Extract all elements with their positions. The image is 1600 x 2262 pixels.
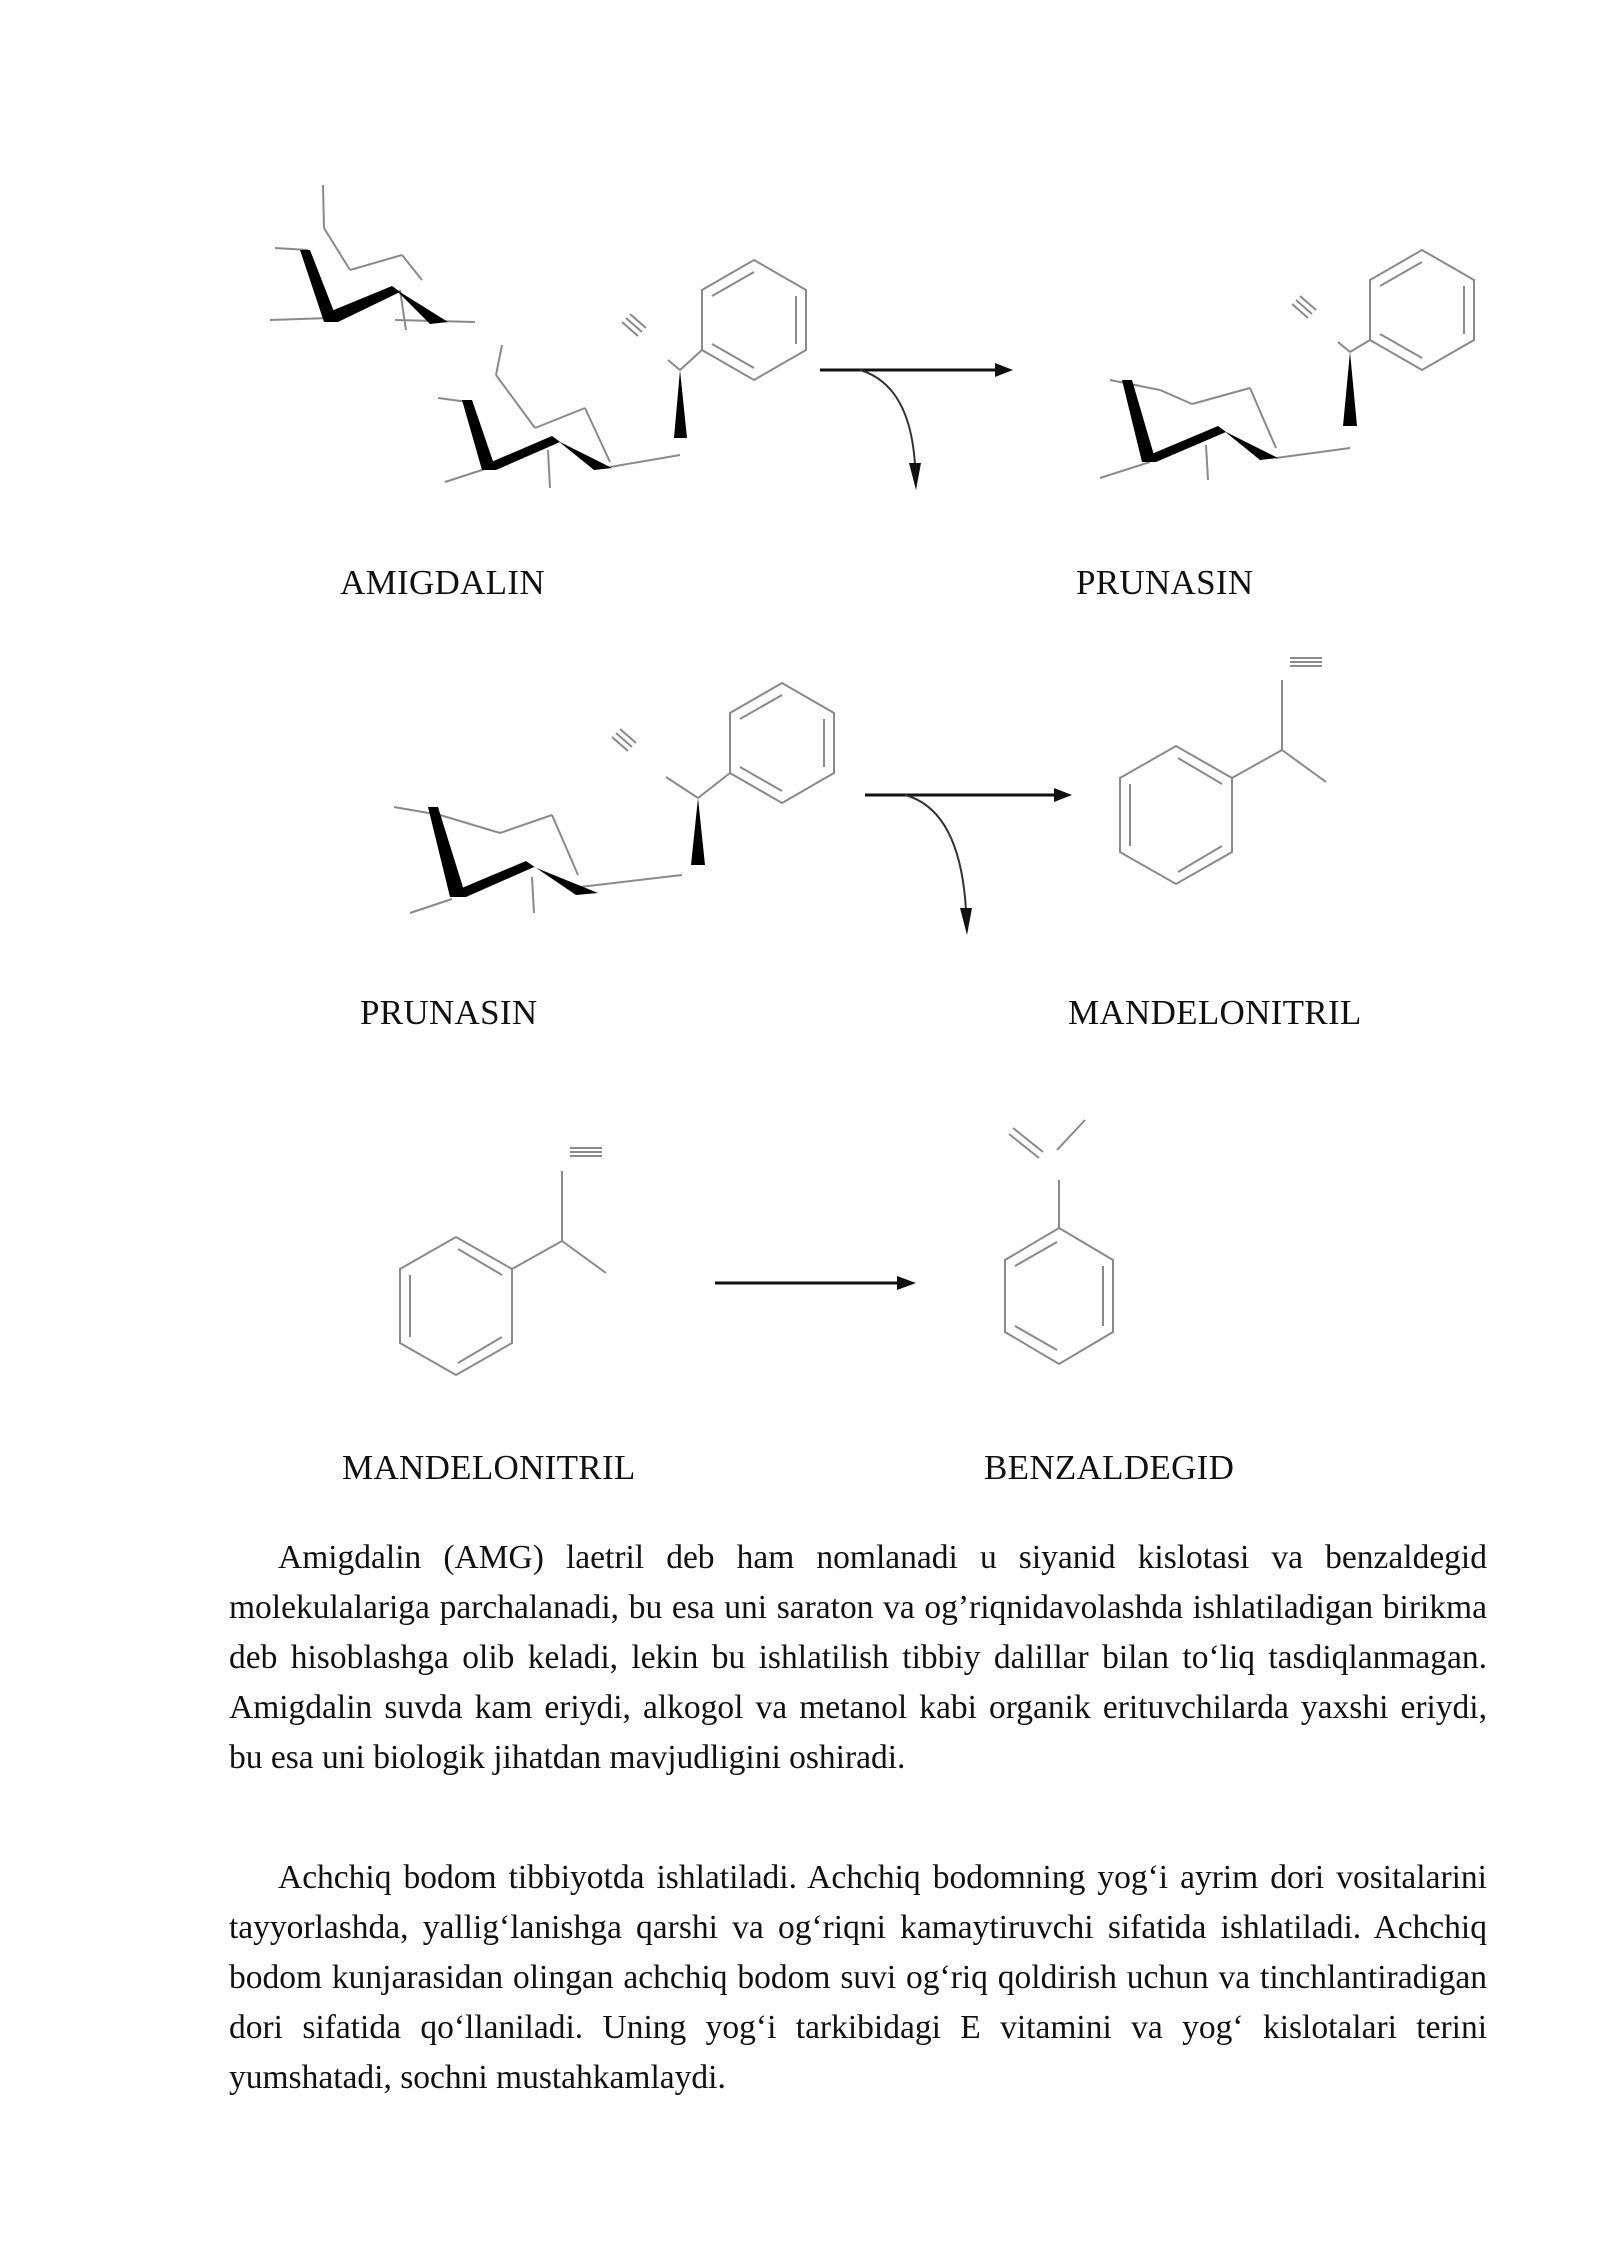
label-prunasin-reactant: PRUNASIN [360, 993, 538, 1032]
glucose-ring-2 [438, 345, 680, 488]
label-benzaldehyde: BENZALDEGID [984, 1448, 1235, 1487]
phenyl-ring [702, 260, 806, 380]
reaction-arrow-2 [860, 770, 1080, 940]
label-mandelonitrile-reactant: MANDELONITRIL [342, 1448, 636, 1487]
reaction-arrow-1 [815, 345, 1015, 495]
amygdalin-structure [260, 170, 820, 500]
benzaldehyde-structure [985, 1100, 1135, 1410]
paragraph-bitter-almond: Achchiq bodom tibbiyotda ishlatiladi. Achchiq bodomning yog‘i ayrim dori vositalarini tayyorlashda, yallig‘lanishga qarshi va og‘riqni kamaytiruvchi sifatida ishlatiladi. Achchiq bodom kunjarasidan olingan achchiq bodom suvi og‘riq qoldirish uchun va tinchlantiradigan dori sifatida qo‘llaniladi. Uning yog‘i tarkibidagi E vitamini va yog‘ kislotalari terini yumshatadi, sochni mustahkamlaydi. [229, 1859, 1487, 2096]
reaction-arrow-3 [710, 1268, 920, 1298]
glucose-ring-1 [270, 185, 475, 330]
label-amygdalin: AMIGDALIN [340, 563, 545, 602]
prunasin-structure-2 [390, 655, 850, 935]
label-prunasin-product: PRUNASIN [1076, 563, 1254, 602]
nitrile-group [622, 314, 702, 438]
prunasin-structure-1 [1080, 230, 1500, 490]
label-mandelonitrile-product: MANDELONITRIL [1068, 993, 1362, 1032]
mandelonitrile-structure-1 [1100, 650, 1360, 930]
mandelonitrile-structure-2 [380, 1135, 640, 1415]
paragraph-amygdalin: Amigdalin (AMG) laetril deb ham nomlanadi u siyanid kislotasi va benzaldegid molekulalariga parchalanadi, bu esa uni saraton va og’riqnidavolashda ishlatiladigan birikma deb hisoblashga olib keladi, lekin bu ishlatilish tibbiy dalillar bilan to‘liq tasdiqlanmagan. Amigdalin suvda kam eriydi, alkogol va metanol kabi organik erituvchilarda yaxshi eriydi, bu esa uni biologik jihatdan mavjudligini oshiradi. [229, 1539, 1487, 1776]
